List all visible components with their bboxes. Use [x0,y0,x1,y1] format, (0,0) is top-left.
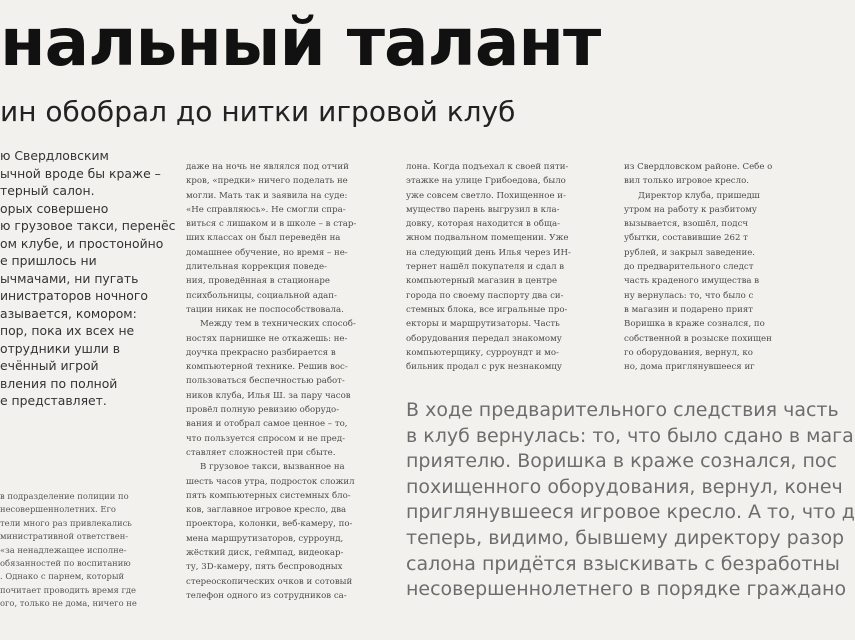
text-line: похищенного оборудования, вернул, конеч [406,475,843,498]
text-line: пользоваться беспечностью работ- [186,376,345,387]
text-line: ших классах он был переведён на [186,233,341,244]
text-line: почитает проводить время где [0,584,136,595]
article-subheadline: ин обобрал до нитки игровой клуб [0,95,516,128]
text-line: стереоскопических очков и сотовый [186,576,353,587]
text-line: оборудования передал знакомому [406,333,562,344]
text-line: ого, только не дома, ничего не [0,598,137,609]
text-line: ом клубе, и простонойно [0,235,164,251]
text-line: е пришлось ни [0,253,97,268]
column-3 [406,160,606,374]
text-line: доучка прекрасно разбирается в [186,347,336,358]
text-line: приятелю. Воришка в краже сознался, пос [406,450,837,473]
text-line: вызывается, взошёл, подсч [624,219,749,230]
text-line: кров, «предки» ничего поделать не [186,176,348,187]
text-line: шесть часов утра, подросток сложил [186,476,355,487]
text-line: терный салон. [0,183,95,198]
text-line: вил только игровое кресло. [624,176,749,187]
text-line: ков, заглавное игровое кресло, два [186,505,347,516]
text-line: уже совсем светло. Похищенное и- [406,190,566,201]
text-line: утром на работу к разбитому [624,204,757,215]
text-line: ычмачами, ни пугать [0,270,139,286]
text-line: тернет нашёл покупателя и сдал в [406,262,565,273]
text-line: инистраторов ночного [0,288,148,303]
text-line: ю Свердловским [0,148,109,163]
text-line: ту, 3D-камеру, пять беспроводных [186,562,343,573]
text-line: В ходе предварительного следствия часть [406,399,839,421]
text-line: часть краденого имущества в [624,276,760,287]
text-line: мущество парень выгрузил в кла- [406,204,560,215]
text-line: . Однако с парнем, который [0,571,125,582]
text-line: собственной в розыске похищен [624,333,772,344]
text-line: пять компьютерных системных бло- [186,490,351,501]
text-line: орых совершено [0,200,109,216]
text-line: министративной ответствен- [0,531,129,542]
text-line: жёсткий диск, геймпад, видеокар- [186,548,344,559]
text-line: до предварительного следст [624,262,754,273]
text-line: обязанностей по воспитанию [0,558,131,569]
text-line: из Свердловском районе. Себе о [624,162,773,172]
text-line: ставляет сложностей при сбыте. [186,447,336,458]
text-line: екторы и маршрутизаторы. Часть [406,319,560,330]
text-line: виться с лишаком и в школе – в стар- [186,219,357,230]
text-line: в магазин и подарено прият [624,304,754,315]
text-line: домашнее обучение, но время – не- [186,247,348,258]
text-line: лона. Когда подъехал к своей пяти- [406,162,569,172]
text-line: довку, которая находится в обща- [406,219,560,230]
text-line: компьютерщику, сурроундт и мо- [406,347,559,358]
text-line: салона придётся взыскивать с безработны [406,552,840,575]
text-line: города по своему паспорту два си- [406,290,564,301]
text-line: Директор клуба, пришедш [638,190,760,201]
text-line: в клуб вернулась: то, что было сдано в мага [406,424,854,447]
text-line: ычной вроде бы краже – [0,165,161,181]
text-line: компьютерный магазин в центре [406,276,558,287]
text-line: длительная коррекция поведе- [186,262,327,273]
text-line: мена маршрутизаторов, сурроунд, [186,533,344,544]
text-line: Между тем в технических способ- [200,319,356,330]
text-line: пор, пока их всех не [0,323,135,338]
text-line: Воришка в краже сознался, по [624,319,765,330]
text-line: ния, проведённая в стационаре [186,276,330,287]
text-line: в подразделение полиции по [0,491,129,501]
column-1-intro [0,147,176,410]
text-line: бильник продал с рук незнакомцу [406,362,562,373]
text-line: В грузовое такси, вызванное на [200,462,345,473]
text-line: ников клуба, Илья Ш. за пару часов [186,390,351,401]
text-line: убытки, составившие 262 т [624,233,748,244]
text-line: «за ненадлежащее исполне- [0,544,127,555]
text-line: азывается, комором: [0,305,137,321]
text-line: этажке на улице Грибоедова, было [406,176,566,187]
text-line: но, дома приглянувшееся иг [624,362,755,373]
text-line: ечённый игрой [0,358,99,373]
text-line: е представляет. [0,393,107,408]
article-headline: нальный талант [0,4,601,81]
text-line: даже на ночь не являлся под отчий [186,162,349,172]
text-line: ностях парнишке не откажешь: не- [186,333,348,344]
text-line: вания и отобрал самое ценное – то, [186,419,348,430]
text-line: ну вернулась: то, что было с [624,290,754,301]
text-line: ю грузовое такси, перенёс [0,218,176,233]
text-line: отрудники ушли в [0,340,121,356]
text-line: телефон одного из сотрудников са- [186,590,347,601]
text-line: вления по полной [0,375,118,391]
text-line: «Не справляюсь». Не смогли спра- [186,204,346,215]
text-line: жном подвальном помещении. Уже [406,233,569,244]
text-line: психбольницы, социальной адап- [186,290,337,301]
text-line: приглянувшееся игровое кресло. А то, что д [406,501,855,524]
pull-quote [406,398,855,603]
column-2 [186,160,386,603]
column-4 [624,160,800,374]
text-line: го оборудования, вернул, ко [624,347,753,358]
text-line: на следующий день Илья через ИН- [406,247,571,258]
text-line: несовершеннолетних. Его [0,504,116,515]
text-line: тации никак не поспособствовала. [186,304,344,315]
text-line: тели много раз привлекались [0,517,132,528]
text-line: что пользуется спросом и не пред- [186,433,346,444]
column-1-body [0,490,160,611]
text-line: компьютерной технике. Решив вос- [186,362,348,373]
text-line: стемных блока, все игральные про- [406,304,568,315]
text-line: рублей, и закрыл заведение. [624,247,756,258]
text-line: теперь, видимо, бывшему директору разор [406,526,845,549]
text-line: несовершеннолетнего в порядке граждано [406,578,847,601]
text-line: могли. Мать так и заявила на суде: [186,190,348,201]
text-line: провёл полную ревизию оборудо- [186,405,340,416]
text-line: проектора, колонки, веб-камеру, по- [186,519,353,530]
